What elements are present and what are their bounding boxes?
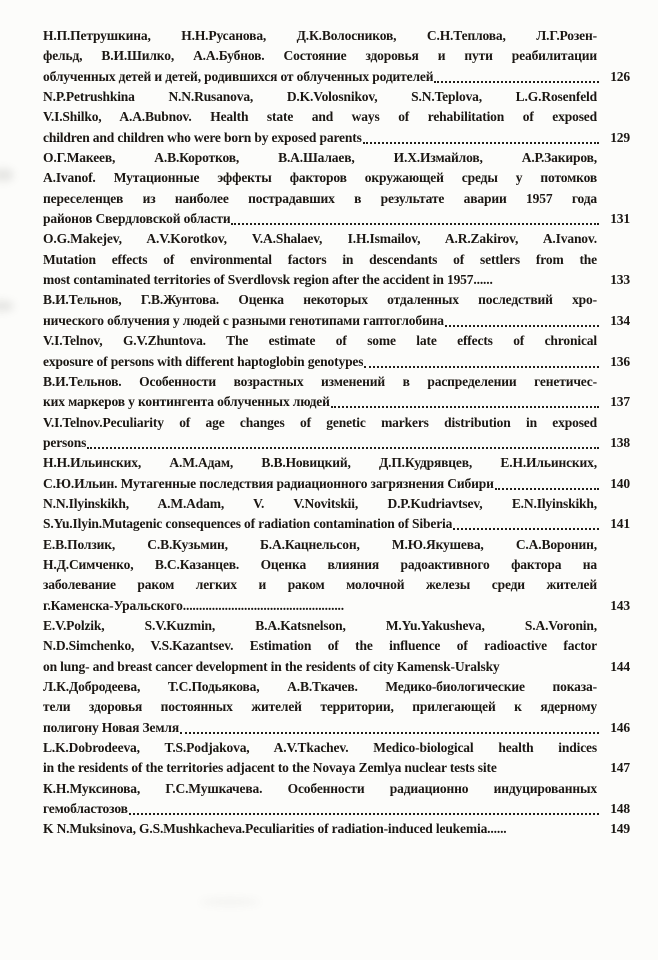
toc-page-number: 146	[610, 719, 630, 735]
toc-line	[43, 372, 597, 392]
toc-line-text: районов Свердловской области	[43, 211, 231, 227]
toc-line-text: О.Г.Макеев, А.В.Коротков, В.А.Шалаев, И.Х.Измайлов, А.Р.Закиров,	[43, 150, 597, 166]
toc-line-text: гемобластозов	[43, 801, 128, 817]
toc-line	[43, 535, 597, 555]
toc-line-text: ких маркеров у контингента облученных людей	[43, 394, 330, 410]
toc-line	[43, 494, 597, 514]
toc-line-text: нического облучения у людей с разными генотипами гаптоглобина	[43, 312, 444, 328]
toc-line	[43, 229, 597, 249]
toc-page-number: 143	[610, 597, 630, 613]
toc-line	[43, 26, 597, 46]
toc-line	[43, 779, 597, 799]
toc-line-text: К.Н.Муксинова, Г.С.Мушкачева. Особенности радиационно индуцированных	[43, 780, 597, 796]
toc-page-number: 144	[610, 658, 630, 674]
toc-page-number: 147	[610, 760, 630, 776]
toc-page-number: 138	[610, 434, 630, 450]
toc-line-text: Е.В.Ползик, С.В.Кузьмин, Б.А.Кацнельсон, М.Ю.Якушева, С.А.Воронин,	[43, 536, 597, 552]
dot-leader	[231, 209, 599, 225]
toc-line	[43, 758, 630, 778]
toc-page-number: 136	[610, 353, 630, 369]
toc-page-number: 141	[610, 516, 630, 532]
toc-page-number: 149	[610, 821, 630, 837]
toc-line	[43, 311, 630, 331]
toc-page-number: 140	[610, 475, 630, 491]
toc-line-text: L.K.Dobrodeeva, T.S.Podjakova, A.V.Tkachev. Medico-biological health indices	[43, 740, 597, 756]
scan-artifact	[0, 168, 14, 182]
toc-line-text: тели здоровья постоянных жителей территории, прилегающей к ядерному	[43, 699, 597, 715]
toc-line-text: заболевание раком легких и раком молочной железы среди жителей	[43, 577, 597, 593]
toc-line-text: фельд, В.И.Шилко, А.А.Бубнов. Состояние здоровья и пути реабилитации	[43, 48, 597, 64]
toc-line	[43, 331, 597, 351]
toc-lines	[43, 26, 630, 840]
dot-leader	[129, 799, 599, 815]
toc-line-text: E.V.Polzik, S.V.Kuzmin, B.A.Katsnelson, M.Yu.Yakusheva, S.A.Voronin,	[43, 617, 597, 633]
toc-line-text: on lung- and breast cancer development in the residents of city Kamensk-Uralsky	[43, 658, 500, 674]
toc-line	[43, 270, 630, 290]
toc-line	[43, 819, 630, 839]
toc-line	[43, 799, 630, 819]
scan-artifact	[200, 898, 260, 906]
toc-line	[43, 67, 630, 87]
toc-line-text: persons	[43, 434, 87, 450]
toc-line-text: N.P.Petrushkina N.N.Rusanova, D.K.Volosnikov, S.N.Teplova, L.G.Rosenfeld	[43, 89, 597, 105]
toc-line-text: children and children who were born by exposed parents	[43, 129, 362, 145]
toc-line-text: В.И.Тельнов, Г.В.Жунтова. Оценка некоторых отдаленных последствий хро-	[43, 292, 597, 308]
toc-line	[43, 636, 597, 656]
toc-line-text: С.Ю.Ильин. Мутагенные последствия радиационного загрязнения Сибири	[43, 475, 494, 491]
toc-line	[43, 168, 597, 188]
toc-line-text: O.G.Makejev, A.V.Korotkov, V.A.Shalaev, I.H.Ismailov, A.R.Zakirov, A.Ivanov.	[43, 231, 597, 247]
toc-line-text: K N.Muksinova, G.S.Mushkacheva.Peculiarities of radiation-induced leukemia......	[43, 821, 507, 837]
toc-line	[43, 250, 597, 270]
toc-line	[43, 718, 630, 738]
toc-line	[43, 474, 630, 494]
dot-leader	[453, 514, 599, 530]
toc-line	[43, 87, 597, 107]
dot-leader	[445, 311, 599, 327]
toc-line	[43, 514, 630, 534]
toc-page-number: 148	[610, 801, 630, 817]
toc-line-text: A.Ivanof. Мутационные эффекты факторов окружающей среды у потомков	[43, 170, 597, 186]
scan-artifact	[0, 300, 14, 312]
toc-line-text: Н.Д.Симченко, В.С.Казанцев. Оценка влияния радоактивного фактора на	[43, 556, 597, 572]
toc-line-text: most contaminated territories of Sverdlovsk region after the accident in 1957......	[43, 272, 493, 288]
toc-line-text: полигону Новая Земля	[43, 719, 179, 735]
toc-line-text: V.I.Shilko, A.A.Bubnov. Health state and ways of rehabilitation of exposed	[43, 109, 597, 125]
toc-line-text: Н.П.Петрушкина, Н.Н.Русанова, Д.К.Волосников, С.Н.Теплова, Л.Г.Розен-	[43, 28, 597, 43]
toc-page-number: 126	[610, 68, 630, 84]
toc-line	[43, 128, 630, 148]
dot-leader	[434, 67, 599, 83]
toc-line	[43, 148, 597, 168]
toc-line	[43, 575, 597, 595]
toc-line	[43, 290, 597, 310]
dot-leader	[495, 474, 599, 490]
toc-line-text: Н.Н.Ильинских, А.М.Адам, В.В.Новицкий, Д.П.Кудрявцев, Е.Н.Ильинских,	[43, 455, 597, 471]
toc-line-text: N.N.Ilyinskikh, A.M.Adam, V. V.Novitskii, D.P.Kudriavtsev, E.N.Ilyinskikh,	[43, 495, 597, 511]
toc-line	[43, 555, 597, 575]
toc-line	[43, 738, 597, 758]
toc-page-number: 129	[610, 129, 630, 145]
dot-leader	[331, 392, 599, 408]
toc-line	[43, 413, 597, 433]
toc-page-number: 134	[610, 312, 630, 328]
toc-line	[43, 596, 630, 616]
toc-line-text: Mutation effects of environmental factors in descendants of settlers from the	[43, 251, 597, 267]
dot-leader	[87, 433, 599, 449]
toc-line-text: переселенцев из наиболее пострадавших в результате аварии 1957 года	[43, 190, 597, 206]
toc-line	[43, 677, 597, 697]
toc-line-text: S.Yu.Ilyin.Mutagenic consequences of radiation contamination of Siberia	[43, 516, 453, 532]
dot-leader	[364, 352, 599, 368]
toc-line	[43, 453, 597, 473]
toc-line	[43, 189, 597, 209]
toc-line-text: N.D.Simchenko, V.S.Kazantsev. Estimation of the influence of radioactive factor	[43, 638, 597, 654]
toc-line	[43, 46, 597, 66]
toc-line	[43, 697, 597, 717]
toc-line	[43, 107, 597, 127]
toc-line	[43, 352, 630, 372]
toc-line-text: В.И.Тельнов. Особенности возрастных изменений в распределении генетичес-	[43, 373, 597, 389]
toc-line	[43, 392, 630, 412]
dot-leader	[180, 718, 599, 734]
toc-line-text: in the residents of the territories adjacent to the Novaya Zemlya nuclear tests site	[43, 760, 497, 776]
toc-line-text: V.I.Telnov.Peculiarity of age changes of genetic markers distribution in exposed	[43, 414, 597, 430]
toc-line-text: облученных детей и детей, родившихся от облученных родителей	[43, 68, 434, 84]
toc-line	[43, 657, 630, 677]
toc-page-number: 133	[610, 272, 630, 288]
toc-line	[43, 209, 630, 229]
toc-line-text: exposure of persons with different haptoglobin genotypes	[43, 353, 364, 369]
dot-leader	[363, 128, 599, 144]
toc-line-text: Л.К.Добродеева, Т.С.Подьякова, А.В.Ткачев. Медико-биологические показа-	[43, 679, 597, 694]
toc-page-number: 137	[610, 394, 630, 410]
toc-line	[43, 433, 630, 453]
toc-line	[43, 616, 597, 636]
toc-page-number: 131	[610, 211, 630, 227]
toc-line-text: г.Каменска-Уральского..................................................	[43, 597, 344, 613]
toc-line-text: V.I.Telnov, G.V.Zhuntova. The estimate of some late effects of chronical	[43, 333, 597, 349]
